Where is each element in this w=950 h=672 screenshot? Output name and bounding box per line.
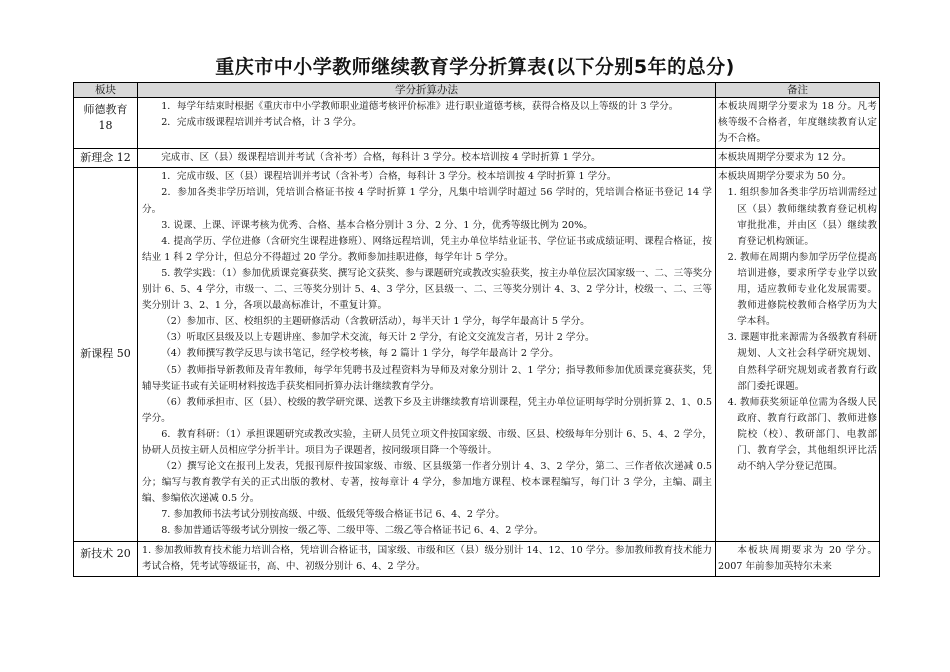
table-row-concept [74,149,880,168]
method-curriculum [138,168,716,541]
credit-table [73,82,880,577]
method-technology [138,541,716,576]
category-concept: 新理念 12 [74,149,138,168]
category-curriculum: 新课程 50 [74,168,138,541]
note-ethics [716,98,880,149]
list-item: 6．教育科研：（1）承担课题研究或教改实验，主研人员凭立项文件按国家级、市级、区县、校级每年分别计 6、5、4、2 学分，协研人员按主研人员相应学分折半计。项目为子课题者，按同级项目降一个等级计。 [142,428,712,456]
category-ethics: 师德教育 18 [74,98,138,149]
header-notes: 备注 [716,83,880,98]
list-item: 1. 参加教师教育技术能力培训合格，凭培训合格证书，国家级、市级和区（县）级分别计 14、12、10 学分。参加教师教育技术能力考试合格，凭考试等级证书，高、中、初级分别计 6、4、2 学分。 [142,544,712,572]
list-item: 2．完成市级课程培训并考试合格，计 3 学分。 [161,117,362,129]
method-concept [138,149,716,168]
list-item: 7. 参加教师书法考试分别按高级、中级、低级凭等级合格证书记 6、4、2 学分。 [161,509,505,521]
header-method: 学分折算办法 [138,83,716,98]
note-item: 本板块周期学分要求为 18 分。凡考核等级不合格者，年度继续教育认定为不合格。 [718,101,877,145]
note-curriculum [716,168,880,541]
list-item: 1．每学年结束时根据《重庆市中小学教师职业道德考核评价标准》进行职业道德考核，获得合格及以上等级的计 3 学分。 [161,101,679,112]
note-concept [716,149,880,168]
method-ethics [138,98,716,149]
note-item: 3. 课题审批来源需为各级教育科研规划、人文社会科学研究规划、自然科学研究规划或者教育行政部门委托课题。 [727,332,877,392]
list-item: （3）听取区县级及以上专题讲座、参加学术交流，每天计 2 学分，有论文交流发言者，另计 2 学分。 [161,332,595,344]
note-item: 本板块周期学分要求为 50 分。 [718,171,852,183]
note-item: 4. 教师获奖须证单位需为各级人民政府、教育行政部门、教师进修院校（校）、教研部门、电教部门、教育学会，其他组织评比活动不纳入学分登记范围。 [727,396,877,473]
list-item: （2）撰写论文在报刊上发表，凭报刊原件按国家级、市级、区县级第一作者分别计 4、3、2 学分，第二、三作者依次递减 0.5 分；编写与教育教学有关的正式出版的教材、专著，按每章计 4 学分，参加地方课程、校本课程编写，每门计 3 学分，主编、副主编、参编依次递减 0.5 分。 [142,461,712,505]
list-item: （4）教师撰写教学反思与读书笔记，经学校考核，每 2 篇计 1 学分，每学年最高计 2 学分。 [161,348,559,360]
note-item: 1. 组织参加各类非学历培训需经过区（县）教师继续教育登记机构审批批准，并由区（县）继续教育登记机构颁证。 [727,187,877,247]
list-item: （5）教师指导新教师及青年教师，每学年凭聘书及过程资料为导师及对象分别计 2、1 学分；指导教师参加优质课竞赛获奖，凭辅导奖证书或有关证明材料按选手获奖相同折算办法计继续教育学分。 [142,364,712,392]
header-category: 板块 [74,83,138,98]
list-item: 1．完成市级、区（县）课程培训并考试（含补考）合格，每科计 3 学分。校本培训按 4 学时折算 1 学分。 [161,171,617,183]
table-row-ethics [74,98,880,149]
list-item: 4. 提高学历、学位进修（含研究生课程进修班）、网络远程培训，凭主办单位毕结业证书、学位证书或成绩证明、课程合格证，按结业 1 科 2 学分计，但总分不得超过 20 学分。教师参加挂职进修，每学年计 5 学分。 [142,235,712,263]
list-item: 5. 教学实践：（1）参加优质课竞赛获奖、撰写论文获奖、参与课题研究或教改实验获奖，按主办单位层次国家级一、二、三等奖分别计 6、5、4 学分，市级一、二、三等奖分别计 5、4、3 学分，区县级一、二、三等奖分别计 4、3、2 学分计，校级一、二、三等奖分别计 3、2、1 分，各项以最高标准计，不重复计算。 [142,267,712,312]
category-technology: 新技术 20 [74,541,138,576]
table-row-technology [74,541,880,576]
list-item: 8. 参加普通话等级考试分别按一级乙等、二级甲等、二级乙等合格证书记 6、4、2 学分。 [161,525,544,537]
page-title: 重庆市中小学教师继续教育学分折算表(以下分别5年的总分) [215,56,735,78]
list-item: 2．参加各类非学历培训，凭培训合格证书按 4 学时折算 1 学分，凡集中培训学时超过 56 学时的，凭培训合格证书登记 14 学分。 [142,187,712,215]
table-row-curriculum [74,168,880,541]
note-item: 2. 教师在周期内参加学历学位提高培训进修，要求所学专业学以致用，适应教师专业化发展需要。教师进修院校教师合格学历为大学本科。 [727,251,877,328]
list-item: （6）教师承担市、区（县）、校级的教学研究课、送教下乡及主讲继续教育培训课程，凭主办单位证明每学时分别折算 2、1、0.5 学分。 [142,396,712,424]
table-header-row [74,83,880,98]
list-item: 完成市、区（县）级课程培训并考试（含补考）合格，每科计 3 学分。校本培训按 4 学时折算 1 学分。 [161,152,601,164]
note-item: 本板块周期要求为 20 学分。2007 年前参加英特尔未来 [718,544,877,572]
list-item: 3. 说课、上课、评课考核为优秀、合格、基本合格分别计 3 分、2 分、1 分，优秀等级比例为 20%。 [161,219,593,231]
note-item: 本板块周期学分要求为 12 分。 [718,152,852,164]
note-technology [716,541,880,576]
list-item: （2）参加市、区、校组织的主题研修活动（含教研活动），每半天计 1 学分，每学年最高计 5 学分。 [161,316,590,328]
